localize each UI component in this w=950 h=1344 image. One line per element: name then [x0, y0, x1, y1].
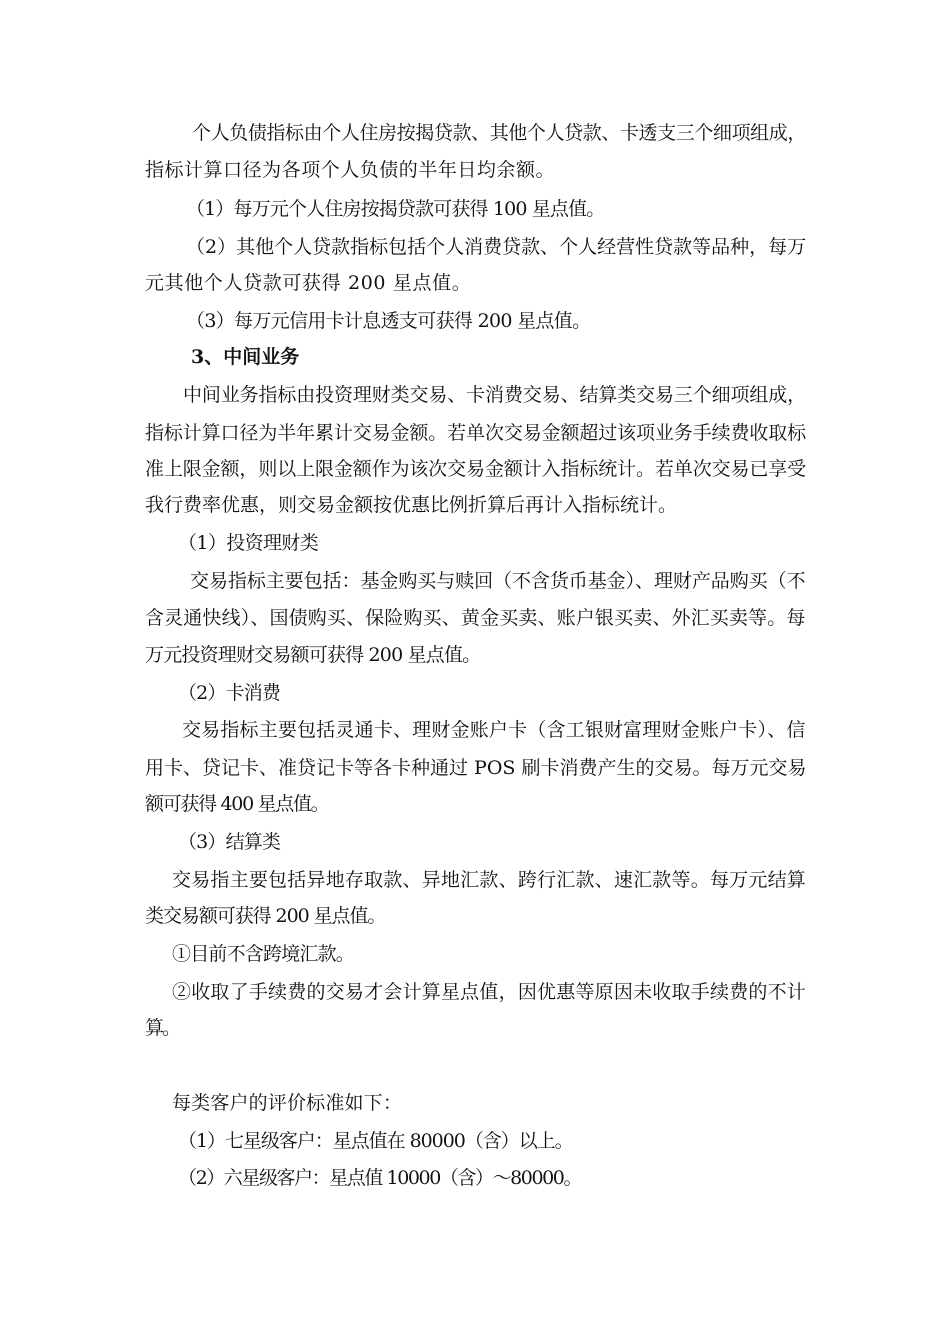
list-item: （2）其他个人贷款指标包括个人消费贷款、个人经营性贷款等品种，每万: [186, 236, 807, 258]
list-item: （3）每万元信用卡计息透支可获得 200 星点值。: [186, 310, 591, 332]
paragraph-line: 中间业务指标由投资理财类交易、卡消费交易、结算类交易三个细项组成，: [183, 384, 807, 406]
paragraph-line: 准上限金额，则以上限金额作为该次交易金额计入指标统计。若单次交易已享受: [145, 458, 807, 480]
section-heading: 3、中间业务: [191, 346, 300, 368]
subsection-heading: （2）卡消费: [178, 682, 281, 704]
paragraph-line: 交易指标主要包括：基金购买与赎回（不含货币基金）、理财产品购买（不: [190, 570, 806, 592]
list-item: （1）七星级客户：星点值在 80000（含）以上。: [178, 1130, 573, 1152]
paragraph-line: 用卡、贷记卡、准贷记卡等各卡种通过 POS 刷卡消费产生的交易。每万元交易: [145, 757, 807, 779]
paragraph-line: 算。: [145, 1017, 180, 1039]
list-item: （2）六星级客户：星点值 10000（含）～80000。: [178, 1167, 582, 1189]
paragraph-line: 万元投资理财交易额可获得 200 星点值。: [145, 644, 481, 666]
note-item: ②收取了手续费的交易才会计算星点值，因优惠等原因未收取手续费的不计: [172, 981, 807, 1003]
paragraph-line: 我行费率优惠，则交易金额按优惠比例折算后再计入指标统计。: [145, 494, 678, 516]
subsection-heading: （3）结算类: [178, 831, 281, 853]
paragraph-line: 个人负债指标由个人住房按揭贷款、其他个人贷款、卡透支三个细项组成，: [192, 122, 807, 144]
paragraph-line: 指标计算口径为半年累计交易金额。若单次交易金额超过该项业务手续费收取标: [145, 422, 807, 444]
paragraph-line: 交易指主要包括异地存取款、异地汇款、跨行汇款、速汇款等。每万元结算: [172, 869, 807, 891]
paragraph-line: 额可获得 400 星点值。: [145, 793, 329, 815]
paragraph-line: 含灵通快线）、国债购买、保险购买、黄金买卖、账户银买卖、外汇买卖等。每: [145, 607, 806, 629]
list-item: （1）每万元个人住房按揭贷款可获得 100 星点值。: [186, 198, 605, 220]
note-item: ①目前不含跨境汇款。: [172, 943, 355, 965]
paragraph-line: 指标计算口径为各项个人负债的半年日均余额。: [145, 159, 556, 181]
paragraph-line: 元其他个人贷款可获得 200 星点值。: [145, 272, 472, 294]
paragraph-line: 交易指标主要包括灵通卡、理财金账户卡（含工银财富理财金账户卡）、信: [182, 719, 806, 741]
paragraph-line: 类交易额可获得 200 星点值。: [145, 905, 386, 927]
subsection-heading: （1）投资理财类: [178, 532, 319, 554]
paragraph-line: 每类客户的评价标准如下：: [172, 1092, 403, 1114]
